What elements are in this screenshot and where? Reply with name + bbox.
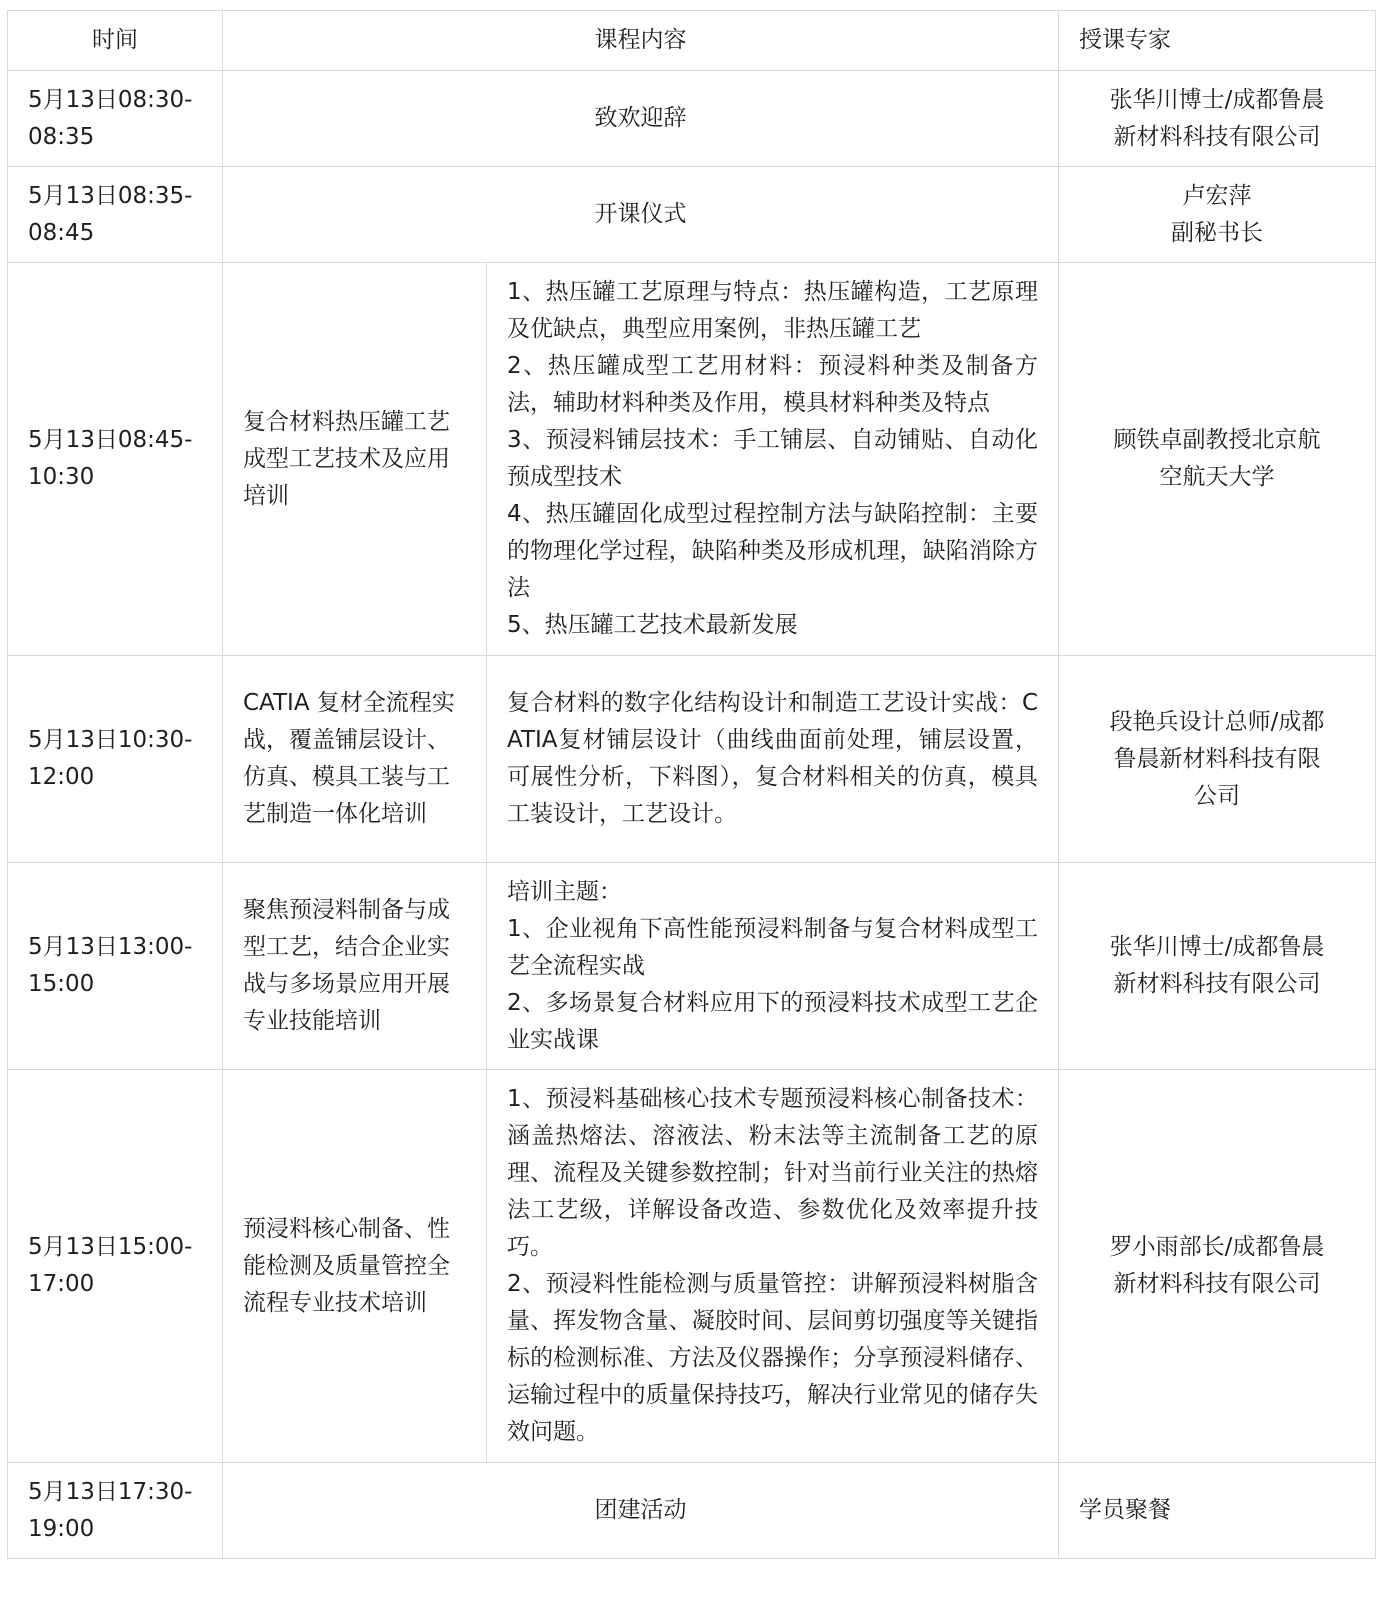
detail-item: 2、热压罐成型工艺用材料：预浸料种类及制备方法，辅助材料种类及作用，模具材料种类及特点	[507, 353, 1038, 416]
time-end: 08:35	[28, 123, 95, 150]
course-topic: CATIA 复材全流程实战，覆盖铺层设计、仿真、模具工装与工艺制造一体化培训	[223, 656, 487, 863]
detail-item: 复合材料的数字化结构设计和制造工艺设计实战：CATIA复材铺层设计（曲线曲面前处理，铺层设置，可展性分析，下料图），复合材料相关的仿真，模具工装设计，工艺设计。	[507, 690, 1038, 827]
time-end: 17:00	[28, 1271, 95, 1297]
course-title: 开课仪式	[223, 167, 1059, 263]
time-cell	[8, 1070, 223, 1463]
table-row	[8, 1463, 1376, 1559]
time-end: 15:00	[28, 971, 95, 997]
expert-cell	[1059, 656, 1376, 863]
expert-line: 张华川博士/成都鲁晨	[1109, 934, 1325, 960]
detail-item: 3、预浸料铺层技术：手工铺层、自动铺贴、自动化预成型技术	[507, 427, 1038, 490]
expert-line: 新材料科技有限公司	[1113, 1271, 1321, 1297]
detail-item: 培训主题：	[507, 878, 622, 905]
expert-line: 张华川博士/成都鲁晨	[1109, 86, 1325, 113]
table-header-row	[8, 11, 1376, 71]
time-cell	[8, 1463, 223, 1559]
course-details	[487, 1070, 1059, 1463]
expert-line: 段艳兵设计总师/成都	[1109, 708, 1325, 735]
expert-cell	[1059, 263, 1376, 656]
course-topic: 聚焦预浸料制备与成型工艺，结合企业实战与多场景应用开展专业技能培训	[223, 863, 487, 1070]
schedule-wrapper	[7, 10, 1375, 1559]
expert-line: 卢宏萍	[1182, 182, 1252, 209]
expert-cell: 学员聚餐	[1059, 1463, 1376, 1559]
time-cell	[8, 71, 223, 167]
time-start: 5月13日15:00-	[28, 1234, 193, 1260]
time-start: 5月13日08:35-	[28, 182, 193, 209]
expert-line: 鲁晨新材料科技有限	[1113, 745, 1321, 772]
table-row	[8, 71, 1376, 167]
time-start: 5月13日10:30-	[28, 727, 193, 753]
time-end: 19:00	[28, 1515, 95, 1542]
time-end: 10:30	[28, 464, 95, 490]
table-row	[8, 1070, 1376, 1463]
course-title: 致欢迎辞	[223, 71, 1059, 167]
expert-line: 副秘书长	[1171, 219, 1263, 246]
time-end: 12:00	[28, 764, 95, 790]
time-end: 08:45	[28, 219, 95, 246]
expert-cell	[1059, 71, 1376, 167]
expert-cell	[1059, 1070, 1376, 1463]
time-cell	[8, 863, 223, 1070]
course-topic: 复合材料热压罐工艺成型工艺技术及应用培训	[223, 263, 487, 656]
header-course: 课程内容	[223, 11, 1059, 71]
time-cell	[8, 656, 223, 863]
expert-line: 新材料科技有限公司	[1113, 971, 1321, 997]
expert-line: 顾铁卓副教授北京航	[1113, 427, 1321, 453]
detail-item: 2、多场景复合材料应用下的预浸料技术成型工艺企业实战课	[507, 989, 1038, 1053]
course-topic: 预浸料核心制备、性能检测及质量管控全流程专业技术培训	[223, 1070, 487, 1463]
table-row	[8, 263, 1376, 656]
time-start: 5月13日08:45-	[28, 427, 193, 453]
table-row	[8, 167, 1376, 263]
detail-item: 2、预浸料性能检测与质量管控：讲解预浸料树脂含量、挥发物含量、凝胶时间、层间剪切强度等关键指标的检测标准、方法及仪器操作；分享预浸料储存、运输过程中的质量保持技巧，解决行业常见的储存失效问题。	[507, 1271, 1038, 1445]
detail-item: 1、热压罐工艺原理与特点：热压罐构造，工艺原理及优缺点，典型应用案例，非热压罐工艺	[507, 279, 1038, 342]
detail-item: 1、企业视角下高性能预浸料制备与复合材料成型工艺全流程实战	[507, 915, 1038, 979]
course-details	[487, 863, 1059, 1070]
course-details	[487, 656, 1059, 863]
expert-line: 空航天大学	[1159, 464, 1275, 490]
table-row	[8, 863, 1376, 1070]
expert-line: 罗小雨部长/成都鲁晨	[1109, 1234, 1325, 1260]
header-time: 时间	[8, 11, 223, 71]
expert-line: 公司	[1194, 782, 1240, 809]
header-expert: 授课专家	[1059, 11, 1376, 71]
time-start: 5月13日17:30-	[28, 1478, 193, 1505]
table-row	[8, 656, 1376, 863]
time-cell	[8, 263, 223, 656]
course-title: 团建活动	[223, 1463, 1059, 1559]
expert-cell	[1059, 167, 1376, 263]
time-start: 5月13日13:00-	[28, 934, 193, 960]
time-cell	[8, 167, 223, 263]
course-details	[487, 263, 1059, 656]
time-start: 5月13日08:30-	[28, 86, 193, 113]
detail-item: 5、热压罐工艺技术最新发展	[507, 612, 798, 638]
schedule-table	[7, 10, 1376, 1559]
expert-cell	[1059, 863, 1376, 1070]
detail-item: 1、预浸料基础核心技术专题预浸料核心制备技术：涵盖热熔法、溶液法、粉末法等主流制备工艺的原理、流程及关键参数控制；针对当前行业关注的热熔法工艺级，详解设备改造、参数优化及效率提升技巧。	[507, 1086, 1038, 1260]
expert-line: 新材料科技有限公司	[1113, 123, 1321, 150]
detail-item: 4、热压罐固化成型过程控制方法与缺陷控制：主要的物理化学过程，缺陷种类及形成机理，缺陷消除方法	[507, 501, 1038, 601]
